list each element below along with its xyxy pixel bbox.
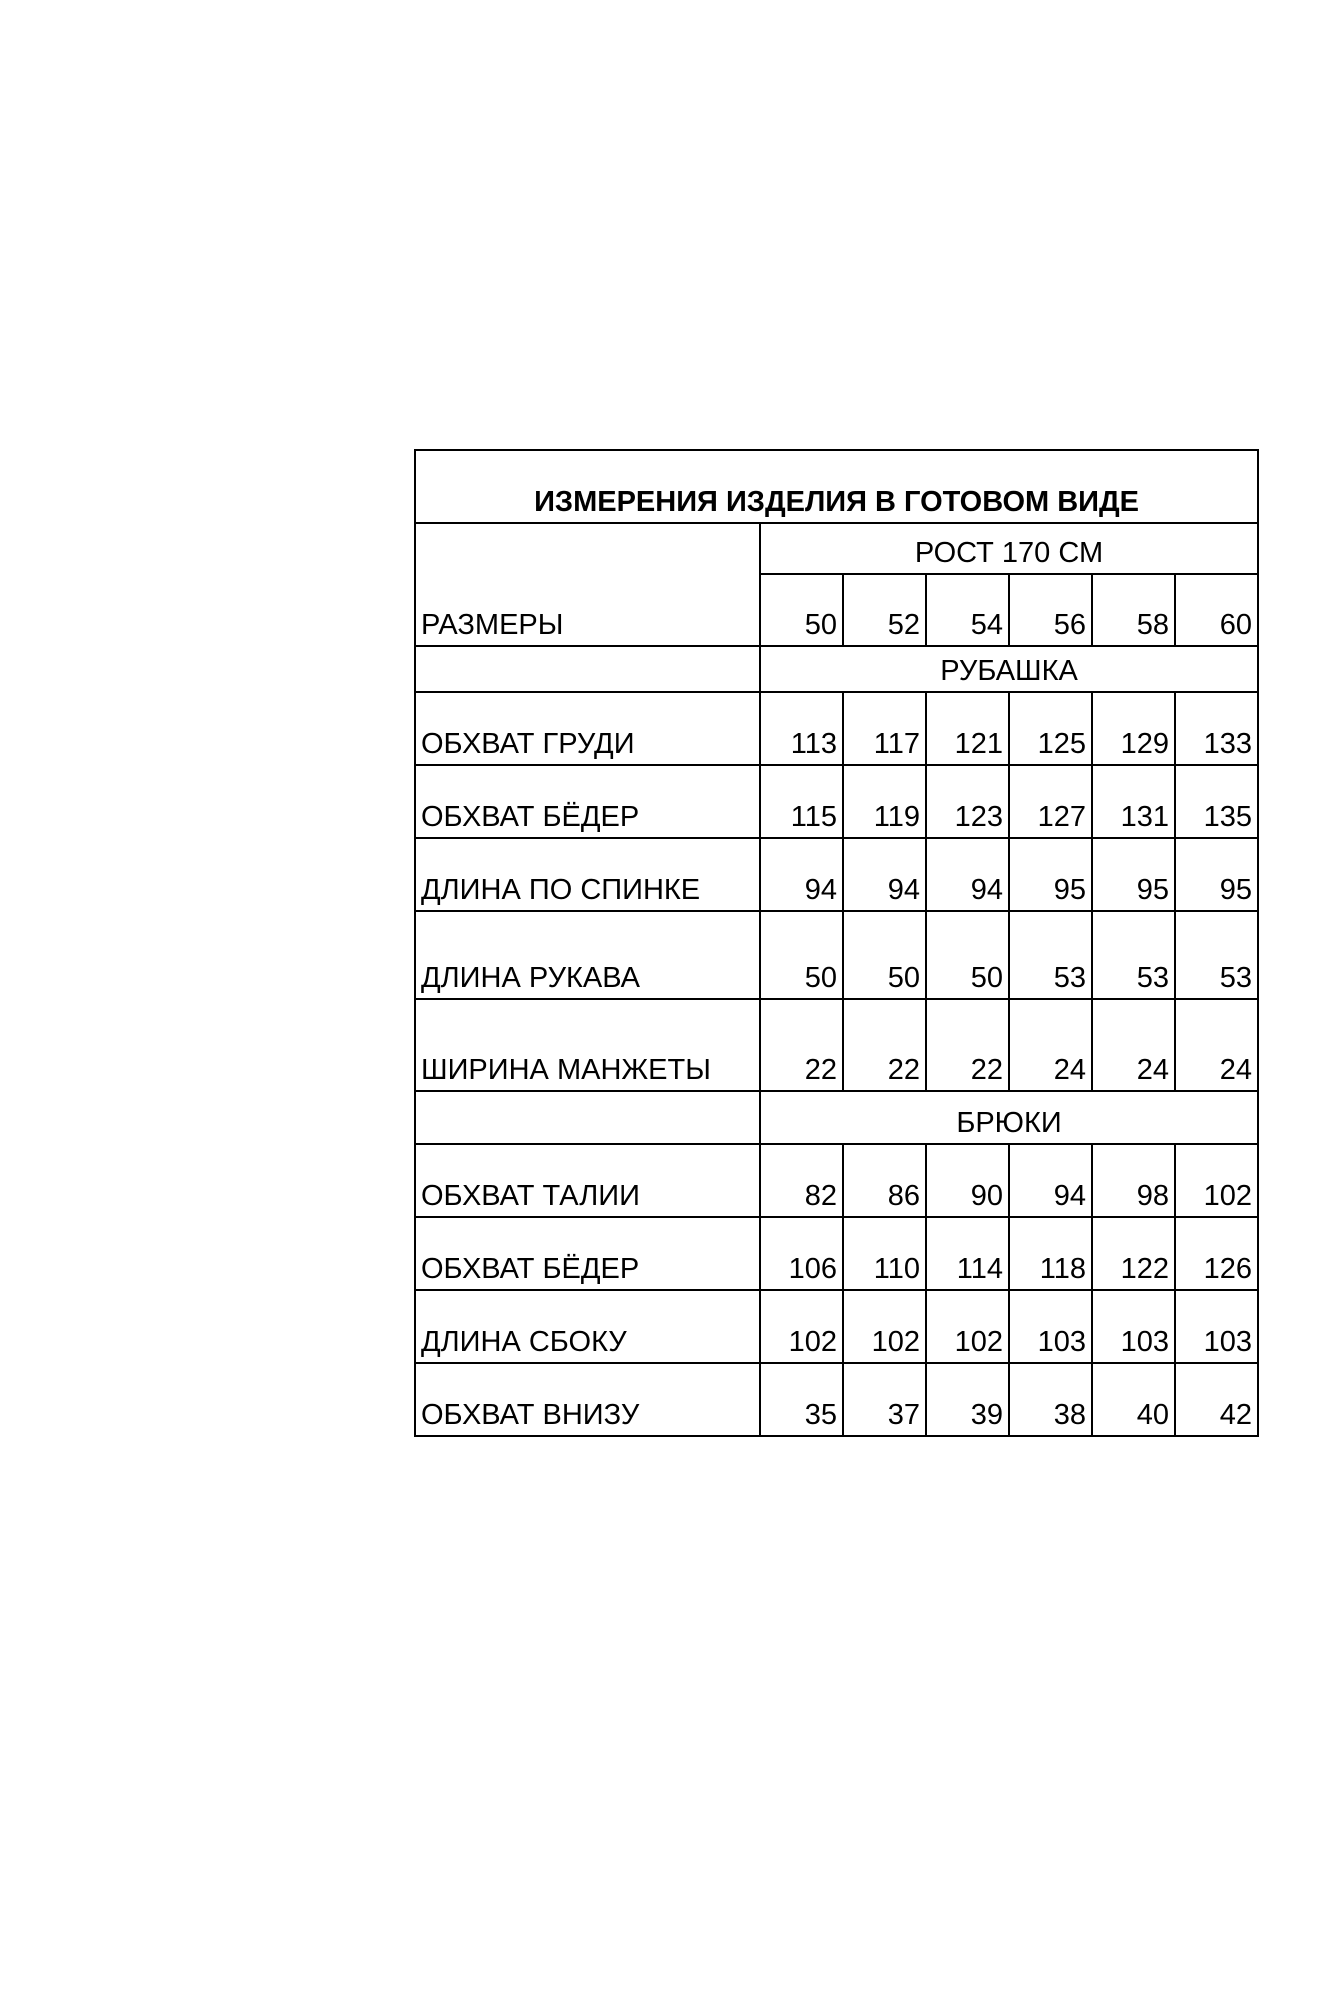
value-cell: 90 — [926, 1144, 1009, 1217]
table-row — [415, 765, 1258, 838]
section-row-trousers — [415, 1091, 1258, 1144]
row-label: ОБХВАТ ГРУДИ — [415, 692, 760, 765]
value-cell: 22 — [843, 999, 926, 1091]
section-blank-cell — [415, 646, 760, 692]
value-cell: 118 — [1009, 1217, 1092, 1290]
section-title-trousers: БРЮКИ — [760, 1091, 1258, 1144]
value-cell: 94 — [926, 838, 1009, 911]
value-cell: 103 — [1009, 1290, 1092, 1363]
row-label: ШИРИНА МАНЖЕТЫ — [415, 999, 760, 1091]
row-label: ДЛИНА ПО СПИНКЕ — [415, 838, 760, 911]
value-cell: 127 — [1009, 765, 1092, 838]
value-cell: 122 — [1092, 1217, 1175, 1290]
value-cell: 98 — [1092, 1144, 1175, 1217]
value-cell: 24 — [1175, 999, 1258, 1091]
value-cell: 94 — [843, 838, 926, 911]
size-cell: 56 — [1009, 574, 1092, 646]
value-cell: 133 — [1175, 692, 1258, 765]
row-label: ОБХВАТ БЁДЕР — [415, 765, 760, 838]
value-cell: 50 — [760, 911, 843, 999]
value-cell: 40 — [1092, 1363, 1175, 1436]
value-cell: 82 — [760, 1144, 843, 1217]
table-row — [415, 911, 1258, 999]
value-cell: 123 — [926, 765, 1009, 838]
value-cell: 50 — [926, 911, 1009, 999]
value-cell: 110 — [843, 1217, 926, 1290]
value-cell: 114 — [926, 1217, 1009, 1290]
size-table-body — [415, 450, 1258, 1436]
table-row — [415, 1144, 1258, 1217]
value-cell: 39 — [926, 1363, 1009, 1436]
table-row — [415, 838, 1258, 911]
value-cell: 131 — [1092, 765, 1175, 838]
section-title-shirt: РУБАШКА — [760, 646, 1258, 692]
value-cell: 129 — [1092, 692, 1175, 765]
value-cell: 42 — [1175, 1363, 1258, 1436]
value-cell: 121 — [926, 692, 1009, 765]
value-cell: 86 — [843, 1144, 926, 1217]
size-cell: 54 — [926, 574, 1009, 646]
sizes-label: РАЗМЕРЫ — [415, 523, 760, 646]
row-label: ОБХВАТ ВНИЗУ — [415, 1363, 760, 1436]
value-cell: 113 — [760, 692, 843, 765]
section-row-shirt — [415, 646, 1258, 692]
value-cell: 53 — [1175, 911, 1258, 999]
title-row — [415, 450, 1258, 523]
size-cell: 50 — [760, 574, 843, 646]
height-label: РОСТ 170 СМ — [760, 523, 1258, 574]
section-blank-cell — [415, 1091, 760, 1144]
value-cell: 50 — [843, 911, 926, 999]
value-cell: 103 — [1092, 1290, 1175, 1363]
value-cell: 38 — [1009, 1363, 1092, 1436]
value-cell: 53 — [1009, 911, 1092, 999]
table-row — [415, 1363, 1258, 1436]
row-label: ОБХВАТ ТАЛИИ — [415, 1144, 760, 1217]
value-cell: 135 — [1175, 765, 1258, 838]
height-row — [415, 523, 1258, 574]
value-cell: 94 — [1009, 1144, 1092, 1217]
value-cell: 53 — [1092, 911, 1175, 999]
value-cell: 94 — [760, 838, 843, 911]
table-row — [415, 1290, 1258, 1363]
size-table — [414, 449, 1259, 1437]
value-cell: 115 — [760, 765, 843, 838]
table-row — [415, 692, 1258, 765]
value-cell: 125 — [1009, 692, 1092, 765]
value-cell: 22 — [926, 999, 1009, 1091]
value-cell: 95 — [1092, 838, 1175, 911]
row-label: ОБХВАТ БЁДЕР — [415, 1217, 760, 1290]
size-cell: 52 — [843, 574, 926, 646]
value-cell: 106 — [760, 1217, 843, 1290]
value-cell: 35 — [760, 1363, 843, 1436]
value-cell: 22 — [760, 999, 843, 1091]
table-row — [415, 999, 1258, 1091]
size-cell: 58 — [1092, 574, 1175, 646]
value-cell: 126 — [1175, 1217, 1258, 1290]
value-cell: 119 — [843, 765, 926, 838]
value-cell: 102 — [760, 1290, 843, 1363]
table-row — [415, 1217, 1258, 1290]
row-label: ДЛИНА РУКАВА — [415, 911, 760, 999]
value-cell: 117 — [843, 692, 926, 765]
value-cell: 102 — [1175, 1144, 1258, 1217]
value-cell: 37 — [843, 1363, 926, 1436]
value-cell: 95 — [1009, 838, 1092, 911]
size-cell: 60 — [1175, 574, 1258, 646]
value-cell: 24 — [1092, 999, 1175, 1091]
value-cell: 103 — [1175, 1290, 1258, 1363]
value-cell: 102 — [843, 1290, 926, 1363]
value-cell: 24 — [1009, 999, 1092, 1091]
value-cell: 102 — [926, 1290, 1009, 1363]
value-cell: 95 — [1175, 838, 1258, 911]
table-title: ИЗМЕРЕНИЯ ИЗДЕЛИЯ В ГОТОВОМ ВИДЕ — [415, 450, 1258, 523]
row-label: ДЛИНА СБОКУ — [415, 1290, 760, 1363]
